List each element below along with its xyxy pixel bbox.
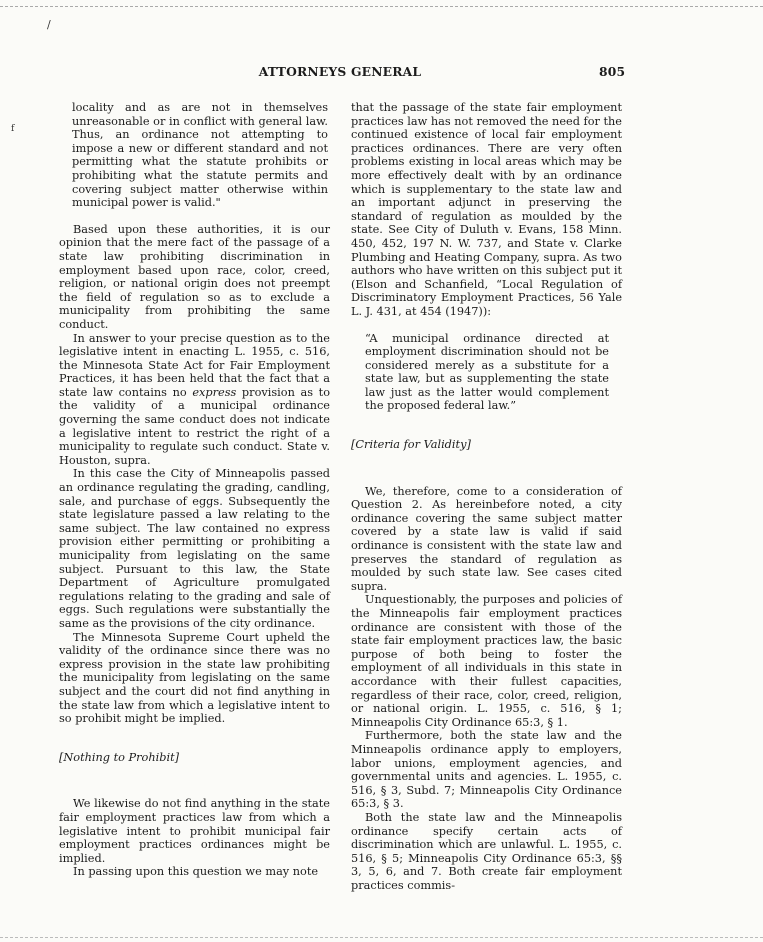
margin-mark-top: / [47,18,51,31]
paragraph: In this case the City of Minneapolis passed an ordinance regulating the grading, candling, sale, and purchase of eggs. Subsequently the state legislature passed a law relating to the same subject. The law contained no express provision either permitting or prohibiting a municipality from legislating on the same subject. Pursuant to this law, the State Department of Agriculture promulgated regulations relating to the grading and sale of eggs. Such regulations were substantially the same as the provisions of the city ordinance. [59,467,330,630]
paragraph: In answer to your precise question as to the legislative intent in enacting L. 1955, c. 516, the Minnesota State Act for Fair Employment Practices, it has been held that the fact that a state law contains no express provision as to the validity of a municipal ordinance governing the same conduct does not indicate a legislative intent to restrict the right of a municipality to regulate such conduct. State v. Houston, supra. [59,331,331,467]
emphasis: express [192,385,237,399]
section-heading: [Criteria for Validity] [351,438,471,452]
scan-bottom-edge [0,937,763,938]
scan-top-edge [0,6,763,7]
paragraph: Furthermore, both the state law and the Minneapolis ordinance apply to employers, labor unions, employment agencies, and governmental units and agencies. L. 1955, c. 516, § 3, Subd. 7; Minneapolis City Ordinance 65:3, § 3. [351,729,622,811]
right-column [351,101,622,892]
paragraph: Both the state law and the Minneapolis ordinance specify certain acts of discrimination which are unlawful. L. 1955, c. 516, § 5; Minneapolis City Ordinance 65:3, §§ 3, 5, 6, and 7. Both create fair employment practices commis- [351,810,622,892]
paragraph: The Minnesota Supreme Court upheld the validity of the ordinance since there was no express provision in the state law prohibiting the municipality from legislating on the same subject and the court did not find anything in the state law from which a legislative intent to so prohibit might be implied. [59,630,330,726]
section-heading: [Nothing to Prohibit] [59,750,180,764]
block-quote: “A municipal ordinance directed at employment discrimination should not be considered merely as a substitute for a state law, but as supplementing the state law just as the latter would complement the proposed federal law.” [365,331,609,413]
paragraph: that the passage of the state fair employment practices law has not removed the need for the continued existence of local fair employment practices ordinances. There are very often problems existing in local areas which may be more effectively dealt with by an ordinance which is supplementary to the state law and an important adjunct in preserving the standard of regulation as moulded by the state. See City of Duluth v. Evans, 158 Minn. 450, 452, 197 N. W. 737, and State v. Clarke Plumbing and Heating Company, supra. As two authors who have written on this subject put it (Elson and Schanfield, “Local Regulation of Discriminatory Employment Practices, 56 Yale L. J. 431, at 454 (1947)): [351,101,622,318]
paragraph: Based upon these authorities, it is our opinion that the mere fact of the passage of a state law prohibiting discrimination in employment based upon race, color, creed, religion, or national origin does not preempt the field of regulation so as to exclude a municipality from prohibiting the same conduct. [59,222,330,331]
quote-continuation: locality and as are not in themselves unreasonable or in conflict with general law. Thus, an ordinance not attempting to impose a new or different standard and not permitting what the statute prohibits or prohibiting what the statute permits and covering subject matter otherwise within municipal power is valid." [72,101,328,210]
left-column [59,101,330,879]
running-title: ATTORNEYS GENERAL [258,64,422,79]
running-header [0,64,763,80]
page-number: 805 [599,64,626,79]
paragraph: We, therefore, come to a consideration of Question 2. As hereinbefore noted, a city ordinance covering the same subject matter covered by a state law is valid if said ordinance is consistent with the state law and preserves the standard of regulation as moulded by such state law. See cases cited supra. [351,484,622,593]
paragraph: In passing upon this question we may note [73,865,319,879]
margin-mark-left: f [11,124,15,134]
paragraph: We likewise do not find anything in the state fair employment practices law from which a legislative intent to prohibit municipal fair employment practices ordinances might be implied. [59,797,330,865]
paragraph: Unquestionably, the purposes and policies of the Minneapolis fair employment practices ordinance are consistent with those of the state fair employment practices law, the basic purpose of both being to foster the employment of all individuals in this state in accordance with their fullest capacities, regardless of their race, color, creed, religion, or national origin. L. 1955, c. 516, § 1; Minneapolis City Ordinance 65:3, § 1. [351,593,622,729]
